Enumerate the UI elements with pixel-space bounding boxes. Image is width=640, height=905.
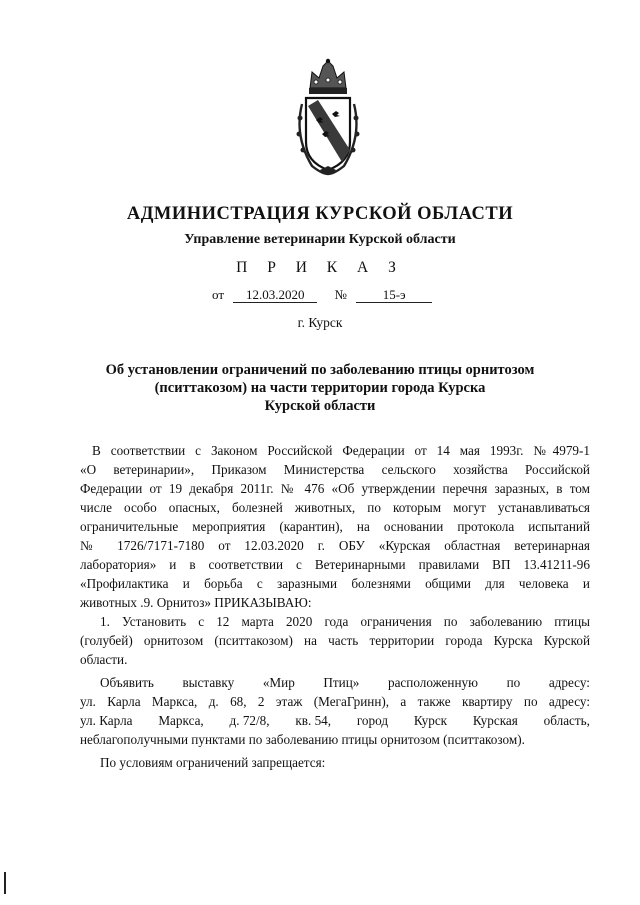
order-subject [90, 361, 550, 415]
order-date: 12.03.2020 [233, 288, 317, 303]
date-number-line [212, 287, 452, 303]
organization-title: АДМИНИСТРАЦИЯ КУРСКОЙ ОБЛАСТИ [126, 204, 514, 224]
preamble-line: лаборатория» и в соответствии с Ветеринарными правилами ВП 13.41211-96 [80, 557, 590, 572]
subject-line: (пситтакозом) на части территории города Курска [154, 380, 486, 396]
department-title: Управление ветеринарии Курской области [184, 232, 456, 247]
order-body [80, 441, 590, 772]
preamble-line: «Профилактика и борьба с заразными болезнями общими для человека и [80, 576, 590, 591]
declare-word: Объявить [100, 675, 154, 690]
declare-word: Курск [413, 713, 448, 728]
date-prefix: от [212, 287, 225, 302]
declare-line: ул. Карла Маркса, д. 68, 2 этаж (МегаГринн), а также квартиру по адресу: [80, 694, 590, 709]
preamble-line: № 1726/7171-7180 от 12.03.2020 г. ОБУ «Курская областная ветеринарная [80, 538, 590, 553]
city: г. Курск [297, 315, 343, 330]
declare-word: Маркса, [158, 713, 204, 728]
declare-word: адресу: [548, 675, 590, 690]
subject-line: Курской области [264, 398, 376, 414]
document-type: П Р И К А З [236, 259, 404, 276]
declare-word: Птиц» [323, 675, 360, 690]
restrictions-heading: По условиям ограничений запрещается: [100, 755, 326, 770]
preamble-line: ограничительные мероприятия (карантин), на основании протокола испытаний [80, 519, 590, 534]
coat-of-arms-icon [292, 58, 364, 176]
preamble-line: животных .9. Орнитоз» ПРИКАЗЫВАЮ: [80, 595, 312, 610]
declare-line [80, 673, 590, 692]
preamble-line: числе особо опасных, болезней животных, по которым могут устанавливаться [80, 500, 590, 515]
item-1-line: 1. Установить с 12 марта 2020 года ограничения по заболеванию птицы [100, 614, 590, 629]
declare-word: ул. Карла [80, 713, 133, 728]
order-number: 15-э [356, 288, 432, 303]
declare-word: Курская [472, 713, 518, 728]
number-prefix: № [334, 287, 347, 302]
item-1-line: (голубей) орнитозом (пситтакозом) на часть территории города Курска Курской [80, 633, 590, 648]
preamble-line: «О ветеринарии», Приказом Министерства сельского хозяйства Российской [80, 462, 590, 477]
declare-word: город [356, 713, 389, 728]
declare-line: неблагополучными пунктами по заболеванию птицы орнитозом (пситтакозом). [80, 732, 525, 747]
subject-line: Об установлении ограничений по заболеванию птицы орнитозом [105, 362, 535, 378]
declare-word: расположенную [387, 675, 478, 690]
declare-word: «Мир [262, 675, 295, 690]
preamble-line: Федерации от 19 декабря 2011г. № 476 «Об утверждении перечня заразных, в том [80, 481, 590, 496]
declare-word: выставку [182, 675, 235, 690]
declare-word: по [506, 675, 521, 690]
declare-word: область, [543, 713, 590, 728]
declare-line [80, 711, 590, 730]
declare-word: кв. 54, [295, 713, 332, 728]
scan-margin-mark [4, 872, 6, 894]
declare-word: д. 72/8, [229, 713, 270, 728]
preamble-line: В соответствии с Законом Российской Федерации от 14 мая 1993г. №4979-1 [92, 443, 590, 458]
item-1-line: области. [80, 652, 128, 667]
